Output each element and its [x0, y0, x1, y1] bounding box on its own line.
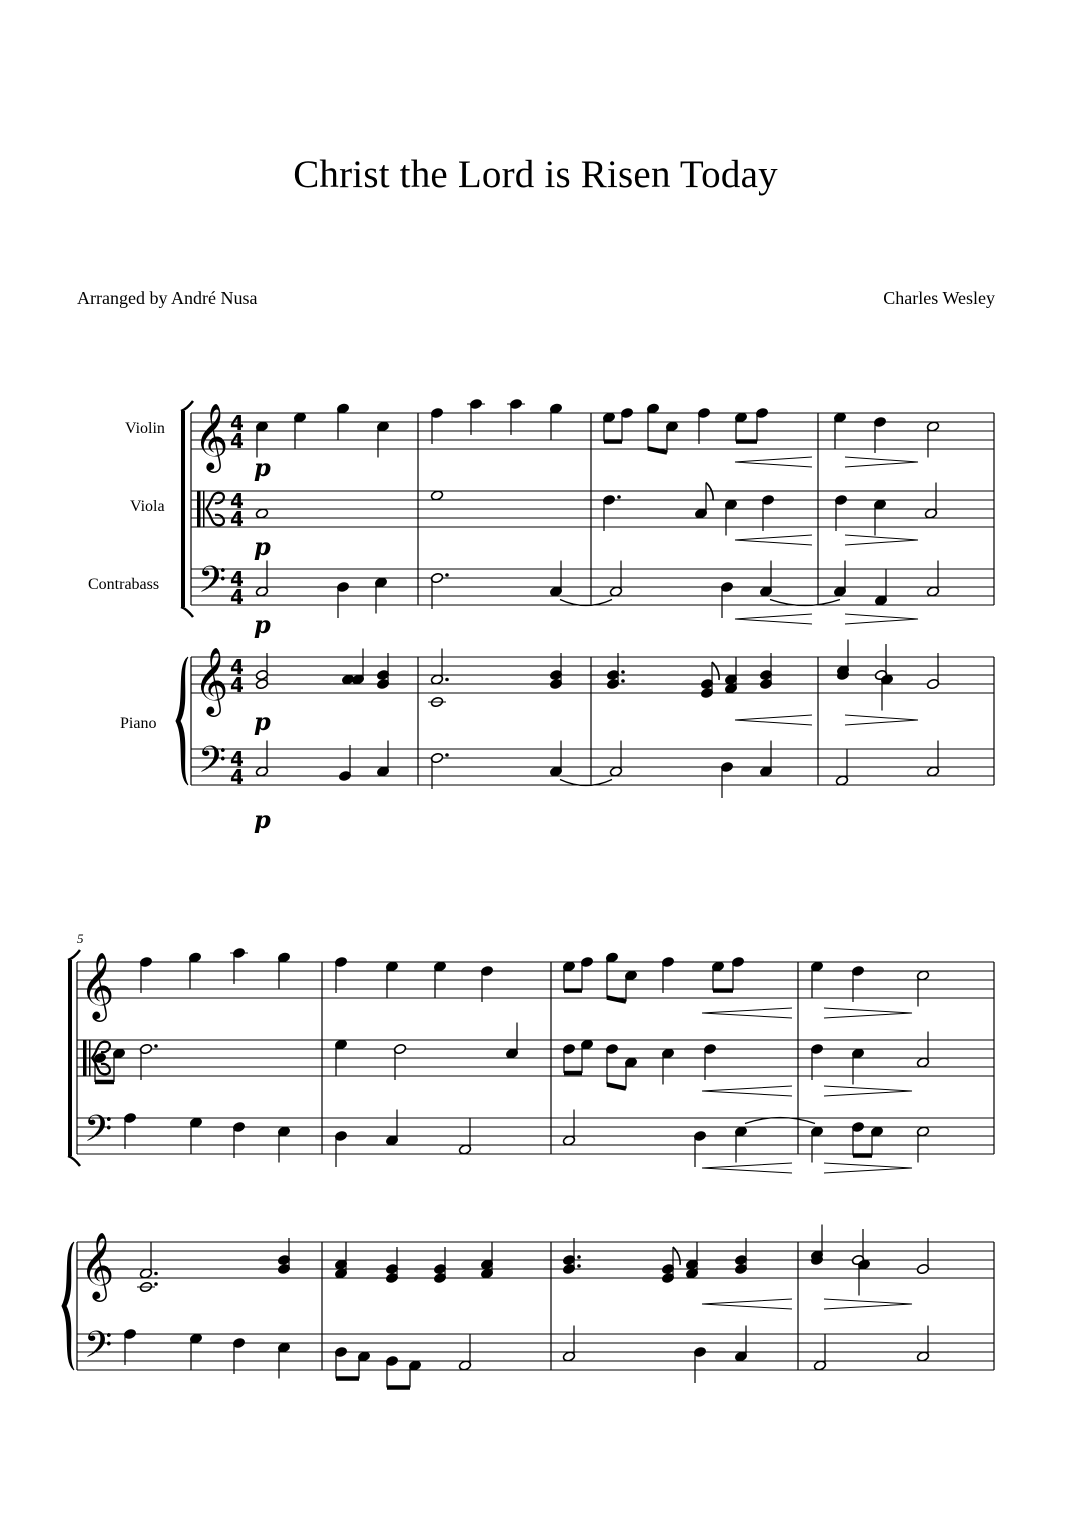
- instrument-label-contrabass: Contrabass: [88, 576, 160, 593]
- crescendo-hairpin: [735, 715, 812, 725]
- bass-clef-icon: 𝄢: [84, 1324, 113, 1375]
- crescendo-hairpin: [702, 1086, 792, 1096]
- instrument-label-viola: Viola: [130, 498, 165, 515]
- time-signature-bottom: 4: [230, 507, 244, 531]
- crescendo-hairpin: [702, 1163, 792, 1173]
- ensemble-bracket: [181, 607, 193, 617]
- measure-number: 5: [77, 931, 84, 946]
- instrument-label-violin: Violin: [125, 420, 165, 437]
- ensemble-bracket: [68, 950, 80, 960]
- treble-clef-icon: 𝄞: [194, 402, 229, 470]
- flag: [712, 662, 719, 680]
- piano-brace: [176, 657, 188, 785]
- crescendo-hairpin: [735, 535, 812, 545]
- dynamic-marking: p: [254, 532, 271, 561]
- alto-clef-icon: [197, 491, 201, 527]
- decrescendo-hairpin: [824, 1163, 912, 1173]
- ensemble-bracket: [181, 411, 185, 607]
- arranger-credit: Arranged by André Nusa: [77, 288, 258, 308]
- system-1: [88, 398, 994, 834]
- augmentation-dot: [577, 1264, 581, 1268]
- bass-clef-icon: 𝄢: [198, 559, 227, 610]
- ensemble-bracket: [181, 401, 193, 411]
- system-2: [62, 931, 994, 1388]
- bass-clef-icon: 𝄢: [198, 739, 227, 790]
- crescendo-hairpin: [702, 1008, 792, 1018]
- crescendo-hairpin: [702, 1299, 792, 1309]
- instrument-label-piano: Piano: [120, 715, 157, 732]
- beam: [607, 1085, 626, 1089]
- treble-clef-icon: 𝄞: [80, 951, 115, 1019]
- time-signature-bottom: 4: [230, 585, 244, 609]
- augmentation-dot: [577, 1255, 581, 1259]
- time-signature-top: 4: [230, 747, 244, 771]
- augmentation-dot: [154, 1272, 158, 1276]
- decrescendo-hairpin: [845, 715, 918, 725]
- augmentation-dot: [445, 678, 449, 682]
- alto-clef-icon: [203, 491, 205, 527]
- dynamic-marking: p: [254, 707, 271, 736]
- augmentation-dot: [445, 753, 449, 757]
- dynamic-marking: p: [254, 805, 271, 834]
- decrescendo-hairpin: [845, 457, 918, 467]
- augmentation-dot: [154, 1044, 158, 1048]
- treble-clef-icon: 𝄞: [194, 646, 229, 714]
- piano-brace: [62, 1242, 74, 1370]
- time-signature-bottom: 4: [230, 673, 244, 697]
- bass-clef-icon: 𝄢: [84, 1108, 113, 1159]
- alto-clef-icon: [206, 493, 224, 509]
- decrescendo-hairpin: [824, 1086, 912, 1096]
- dynamic-marking: p: [254, 453, 271, 482]
- crescendo-hairpin: [735, 614, 812, 624]
- alto-clef-icon: [83, 1040, 87, 1076]
- dynamic-marking: p: [254, 610, 271, 639]
- treble-clef-icon: 𝄞: [80, 1231, 115, 1299]
- ensemble-bracket: [68, 1156, 80, 1166]
- time-signature-top: 4: [230, 655, 244, 679]
- time-signature-bottom: 4: [230, 765, 244, 789]
- augmentation-dot: [445, 573, 449, 577]
- time-signature-top: 4: [230, 567, 244, 591]
- notehead: [430, 490, 443, 501]
- time-signature-bottom: 4: [230, 429, 244, 453]
- time-signature-top: 4: [230, 489, 244, 513]
- crescendo-hairpin: [735, 457, 812, 467]
- augmentation-dot: [621, 679, 625, 683]
- augmentation-dot: [617, 495, 621, 499]
- decrescendo-hairpin: [824, 1008, 912, 1018]
- time-signature-top: 4: [230, 411, 244, 435]
- composer-credit: Charles Wesley: [883, 288, 995, 308]
- augmentation-dot: [621, 670, 625, 674]
- notehead: [255, 508, 268, 519]
- alto-clef-icon: [206, 509, 224, 525]
- decrescendo-hairpin: [845, 614, 918, 624]
- ensemble-bracket: [68, 960, 72, 1156]
- alto-clef-icon: [89, 1040, 91, 1076]
- flag: [673, 1247, 680, 1265]
- decrescendo-hairpin: [824, 1299, 912, 1309]
- augmentation-dot: [154, 1282, 158, 1286]
- score-title: Christ the Lord is Risen Today: [293, 153, 778, 196]
- decrescendo-hairpin: [845, 535, 918, 545]
